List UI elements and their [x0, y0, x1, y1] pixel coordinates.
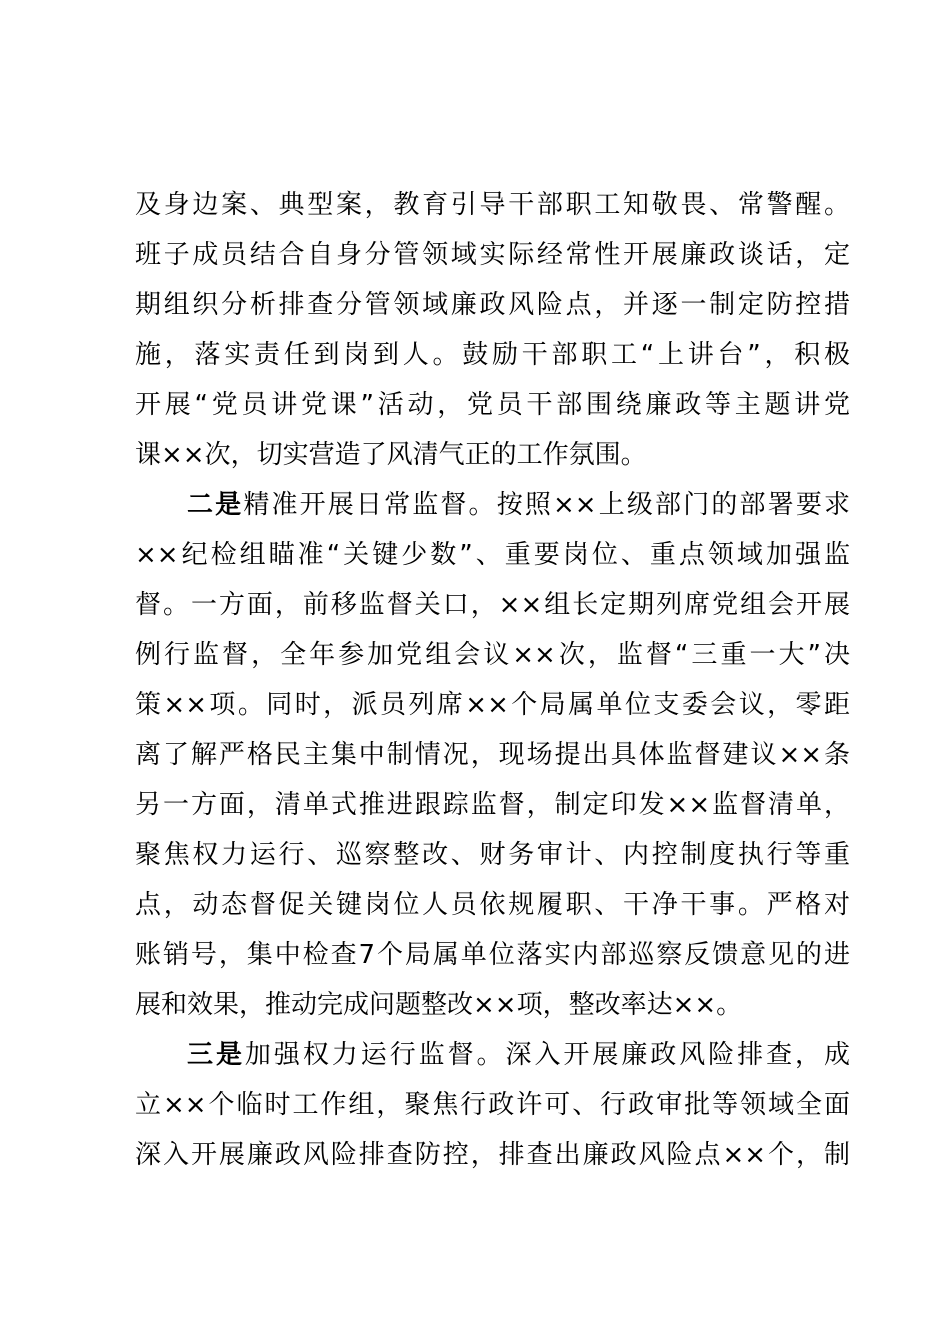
paragraph-1-line-3: 期组织分析排查分管领域廉政风险点，并逐一制定防控措 — [135, 290, 850, 320]
paragraph-1-line-5: 开展“党员讲党课”活动，党员干部围绕廉政等主题讲党 — [135, 390, 850, 420]
paragraph-2-line-2: ××纪检组瞄准“关键少数”、重要岗位、重点领域加强监 — [135, 540, 850, 570]
paragraph-3-lead: 三是 — [187, 1040, 245, 1070]
paragraph-2-line-8: 聚焦权力运行、巡察整改、财务审计、内控制度执行等重 — [135, 840, 850, 870]
paragraph-3-first-line — [135, 1030, 850, 1080]
paragraph-2-line-10: 账销号，集中检查7个局属单位落实内部巡察反馈意见的进 — [135, 940, 850, 970]
paragraph-2-line-11: 展和效果，推动完成问题整改××项，整改率达××。 — [135, 990, 743, 1020]
paragraph-3-line-3: 深入开展廉政风险排查防控，排查出廉政风险点××个，制 — [135, 1140, 850, 1170]
paragraph-2-line-6: 离了解严格民主集中制情况，现场提出具体监督建议××条 — [135, 740, 850, 770]
paragraph-2-line-7: 另一方面，清单式推进跟踪监督，制定印发××监督清单， — [135, 790, 850, 820]
paragraph-3-first-rest: 加强权力运行监督。深入开展廉政风险排查，成 — [244, 1040, 850, 1070]
paragraph-2-line-3: 督。一方面，前移监督关口，××组长定期列席党组会开展 — [135, 590, 850, 620]
paragraph-3-line-2: 立××个临时工作组，聚焦行政许可、行政审批等领域全面 — [135, 1090, 850, 1120]
paragraph-1-line-1: 及身边案、典型案，教育引导干部职工知敬畏、常警醒。 — [135, 190, 850, 220]
paragraph-2-line-9: 点，动态督促关键岗位人员依规履职、干净干事。严格对 — [135, 890, 850, 920]
paragraph-1-line-2: 班子成员结合自身分管领域实际经常性开展廉政谈话，定 — [135, 240, 850, 270]
paragraph-2-line-4: 例行监督，全年参加党组会议××次，监督“三重一大”决 — [135, 640, 850, 670]
paragraph-2-lead: 二是 — [187, 490, 244, 520]
paragraph-2-first-line — [135, 480, 850, 530]
paragraph-2-first-rest: 精准开展日常监督。按照××上级部门的部署要求 — [243, 490, 850, 520]
paragraph-1-line-6: 课××次，切实营造了风清气正的工作氛围。 — [135, 440, 647, 470]
paragraph-2-line-5: 策××项。同时，派员列席××个局属单位支委会议，零距 — [135, 690, 850, 720]
document-body — [135, 180, 850, 1180]
paragraph-1-line-4: 施，落实责任到岗到人。鼓励干部职工“上讲台”，积极 — [135, 340, 850, 370]
